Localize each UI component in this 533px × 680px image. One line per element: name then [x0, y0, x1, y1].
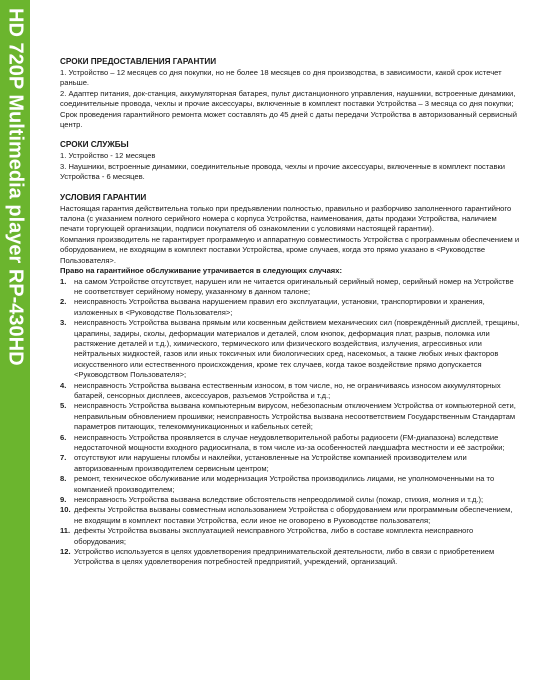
- sidebar-banner: [0, 0, 30, 680]
- list-item-number: 11.: [60, 526, 71, 536]
- section-heading: СРОКИ ПРЕДОСТАВЛЕНИЯ ГАРАНТИИ: [60, 57, 217, 66]
- list-item: [60, 318, 522, 380]
- document-body: [60, 56, 522, 577]
- paragraph: 2. Адаптер питания, док-станция, аккумуляторная батарея, пульт дистанционного управления, наушники, встроенные динамики, соединительные провода, чехлы и прочие аксессуары, включенные в комплект поставки Устройства – 3 месяца со дня покупки;: [60, 88, 516, 109]
- list-item-text: неисправность Устройства вызвана вследствие обстоятельств непреодолимой силы (пожар, стихия, молния и т.д.);: [74, 495, 484, 505]
- list-item-text: на самом Устройстве отсутствует, нарушен или не читается оригинальный серийный номер, серийный номер на Устройстве не соответствует серийному номеру, указанному в данном талоне;: [74, 276, 514, 296]
- list-item-number: 10.: [60, 505, 71, 515]
- list-item-text: дефекты Устройства вызваны эксплуатацией неисправного Устройства, либо в составе комплекта неисправного оборудования;: [74, 526, 474, 546]
- list-item: [60, 297, 522, 318]
- warranty-periods-section: [60, 56, 522, 130]
- paragraph: Срок проведения гарантийного ремонта может составлять до 45 дней с даты передачи Устройства в авторизованный сервисный центр.: [60, 109, 518, 130]
- list-item: [60, 474, 522, 495]
- list-item: [60, 433, 522, 454]
- paragraph: 1. Устройство - 12 месяцев: [60, 151, 156, 161]
- list-item-text: неисправность Устройства вызвана компьютерным вирусом, небезопасным отключением Устройства от компьютерной сети, неправильным обновлением прошивки; неисправность Устройства вызвана несоответствием Государственным Стандартам параметров питающих, телекоммуникационных и кабельных сетей;: [74, 401, 516, 432]
- conditions-list: [60, 277, 522, 568]
- subheading: Право на гарантийное обслуживание утрачивается в следующих случаях:: [60, 266, 342, 276]
- conditions-section: [60, 192, 522, 568]
- section-heading: УСЛОВИЯ ГАРАНТИИ: [60, 192, 147, 202]
- list-item-text: дефекты Устройства вызваны совместным использованием Устройства с оборудованием или программным обеспечением, не входящим в комплект поставки Устройства, если иное не оговорено в Руководстве пользователя;: [74, 505, 513, 525]
- service-life-section: [60, 139, 522, 182]
- list-item-text: отсутствуют или нарушены пломбы и наклейки, установленные на Устройстве компанией производителем или авторизованным производителем сервисным центром;: [74, 453, 467, 473]
- list-item: [60, 547, 522, 568]
- list-item-text: неисправность Устройства вызвана нарушением правил его эксплуатации, установки, транспортировки и хранения, изложенных в <Руководстве Пользователя>;: [74, 297, 485, 317]
- paragraph: Настоящая гарантия действительна только при предъявлении полностью, правильно и разборчиво заполненного гарантийного талона (с указанием полного серийного номера с корпуса Устройства, наименования, даты продажи Устройства, наличием печати торгующей организации, подписи покупателя об ознакомлении с условиями настоящей гарантии).: [60, 203, 512, 234]
- list-item-text: ремонт, техническое обслуживание или модернизация Устройства производились лицами, не уполномоченными на то компанией производителем;: [74, 474, 495, 494]
- list-item-number: 3.: [60, 318, 67, 328]
- list-item-number: 7.: [60, 453, 67, 463]
- list-item-text: неисправность Устройства вызвана прямым или косвенным действием механических сил (повреждённый дисплей, трещины, царапины, задиры, сколы, деформации материалов и деталей, слом кнопок, деформация плат, разрыв, поломка или растяжение деталей и т.д.), химического, термического или физического воздействия, излучения, агрессивных или нейтральных жидкостей, газов или иных токсичных или биологических сред, насекомых, а также любых иных факторов искусственного или естественного происхождения, кроме тех случаев, когда такое воздействие прямо допускается <Руководством Пользователя>;: [74, 318, 520, 380]
- paragraph: 1. Устройство – 12 месяцев со дня покупки, но не более 18 месяцев со дня производства, в зависимости, какой срок истечет раньше.: [60, 68, 502, 88]
- product-title: HD 720P Multimedia player RP-430HD: [4, 8, 27, 366]
- list-item-number: 12.: [60, 547, 71, 557]
- paragraph: Компания производитель не гарантирует программную и аппаратную совместимость Устройства с программным обеспечением и оборудованием, не входящим в комплект поставки Устройства, кроме случаев, когда это прямо указано в <Руководстве Пользователя>.: [60, 234, 520, 265]
- list-item-text: неисправность Устройства проявляется в случае неудовлетворительной работы радиосети (FM-диапазона) вследствие недостаточной мощности входного радиосигнала, в том числе из-за особенностей ландшафта местности и её застройки;: [74, 432, 505, 452]
- list-item-text: Устройство используется в целях удовлетворения предпринимательской деятельности, либо в связи с приобретением Устройства в целях удовлетворения потребностей предприятий, учреждений, организаций.: [74, 547, 495, 567]
- list-item: [60, 505, 522, 526]
- paragraph: 3. Наушники, встроенные динамики, соединительные провода, чехлы и прочие аксессуары, включенные в комплект поставки Устройства - 6 месяцев.: [60, 161, 506, 182]
- list-item: [60, 277, 522, 298]
- list-item-number: 9.: [60, 495, 67, 505]
- list-item: [60, 526, 522, 547]
- list-item-number: 8.: [60, 474, 67, 484]
- list-item: [60, 401, 522, 432]
- list-item-number: 1.: [60, 276, 67, 286]
- list-item: [60, 495, 522, 505]
- list-item-number: 5.: [60, 401, 67, 411]
- list-item: [60, 453, 522, 474]
- list-item-text: неисправность Устройства вызвана естественным износом, в том числе, но, не ограничиваясь износом аккумуляторных батарей, сенсорных дисплеев, аксессуаров, разъемов Устройства и т.д.;: [74, 380, 501, 400]
- list-item-number: 4.: [60, 380, 67, 390]
- list-item-number: 2.: [60, 297, 67, 307]
- list-item: [60, 381, 522, 402]
- list-item-number: 6.: [60, 432, 67, 442]
- section-heading: СРОКИ СЛУЖБЫ: [60, 140, 129, 150]
